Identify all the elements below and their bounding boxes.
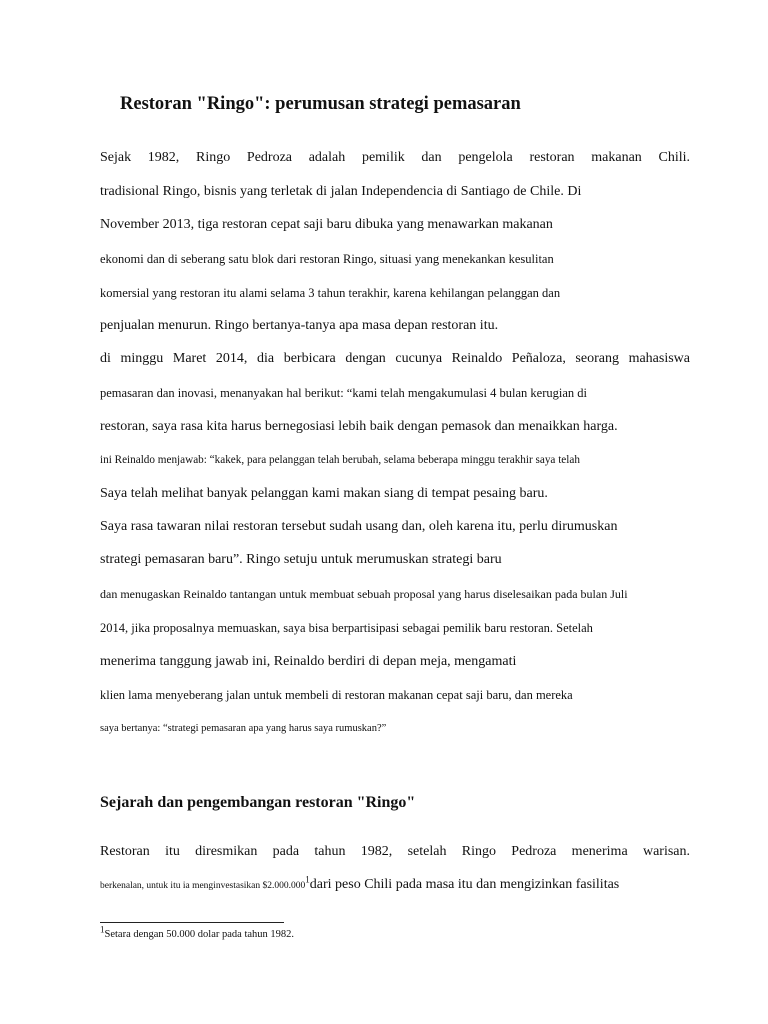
footnote-marker: 1 <box>100 924 105 935</box>
document-title: Restoran "Ringo": perumusan strategi pemasaran <box>120 94 521 114</box>
paragraph-line: strategi pemasaran baru”. Ringo setuju untuk merumuskan strategi baru <box>100 552 502 567</box>
paragraph-line: klien lama menyeberang jalan untuk membeli di restoran makanan cepat saji baru, dan mereka <box>100 688 573 702</box>
footnote <box>100 924 295 940</box>
paragraph-line: menerima tanggung jawab ini, Reinaldo berdiri di depan meja, mengamati <box>100 654 517 669</box>
paragraph-line: tradisional Ringo, bisnis yang terletak di jalan Independencia di Santiago de Chile. Di <box>100 184 582 199</box>
paragraph-line: November 2013, tiga restoran cepat saji baru dibuka yang menawarkan makanan <box>100 217 553 232</box>
paragraph-line: ini Reinaldo menjawab: “kakek, para pelanggan telah berubah, selama beberapa minggu terakhir saya telah <box>100 454 580 466</box>
small-text-segment: berkenalan, untuk itu ia menginvestasikan $2.000.000 <box>100 881 306 891</box>
paragraph-line: dan menugaskan Reinaldo tantangan untuk membuat sebuah proposal yang harus diselesaikan pada bulan Juli <box>100 587 628 601</box>
paragraph-line: penjualan menurun. Ringo bertanya-tanya apa masa depan restoran itu. <box>100 318 499 333</box>
paragraph-line: Saya telah melihat banyak pelanggan kami makan siang di tempat pesaing baru. <box>100 486 548 501</box>
paragraph-line: restoran, saya rasa kita harus bernegosiasi lebih baik dengan pemasok dan menaikkan harga. <box>100 419 618 434</box>
footnote-text: Setara dengan 50.000 dolar pada tahun 1982. <box>104 929 295 940</box>
paragraph-line: pemasaran dan inovasi, menanyakan hal berikut: “kami telah mengakumulasi 4 bulan kerugian di <box>100 386 587 400</box>
paragraph-line: di minggu Maret 2014, dia berbicara dengan cucunya Reinaldo Peñaloza, seorang mahasiswa <box>100 351 690 366</box>
paragraph-line: Restoran itu diresmikan pada tahun 1982, setelah Ringo Pedroza menerima warisan. <box>100 844 690 859</box>
paragraph-line: Saya rasa tawaran nilai restoran tersebut sudah usang dan, oleh karena itu, perlu dirumuskan <box>100 519 618 534</box>
section-heading: Sejarah dan pengembangan restoran "Ringo" <box>100 794 416 811</box>
paragraph-line: 2014, jika proposalnya memuaskan, saya bisa berpartisipasi sebagai pemilik baru restoran. Setelah <box>100 621 593 635</box>
paragraph-line: Sejak 1982, Ringo Pedroza adalah pemilik dan pengelola restoran makanan Chili. <box>100 150 690 165</box>
paragraph-line: ekonomi dan di seberang satu blok dari restoran Ringo, situasi yang menekankan kesulitan <box>100 252 554 266</box>
footnote-divider <box>100 922 284 923</box>
paragraph-line: saya bertanya: “strategi pemasaran apa yang harus saya rumuskan?” <box>100 723 387 734</box>
footnote-reference: 1 <box>305 874 310 885</box>
paragraph-line-mixed <box>100 876 619 895</box>
paragraph-line: komersial yang restoran itu alami selama 3 tahun terakhir, karena kehilangan pelanggan dan <box>100 286 561 300</box>
text-segment: dari peso Chili pada masa itu dan mengizinkan fasilitas <box>309 877 620 892</box>
